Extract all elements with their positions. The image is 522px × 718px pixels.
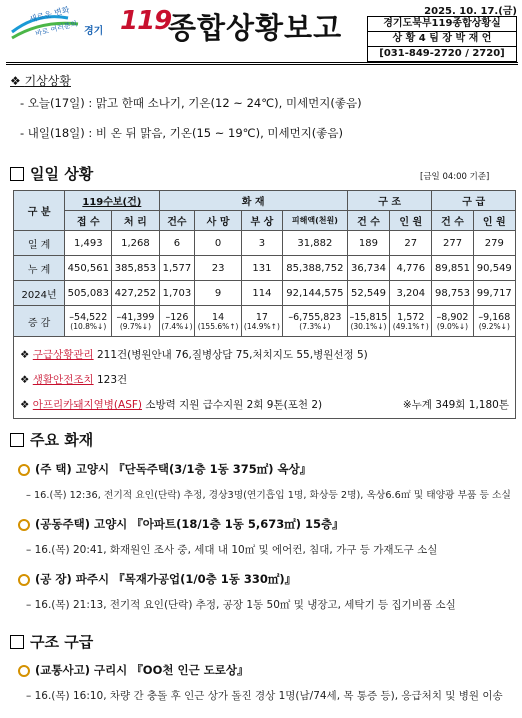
fire-section-title: 주요 화재: [10, 429, 93, 450]
delta-cell: –41,399 (9.7%↓): [112, 306, 159, 337]
daily-section-title: 일일 상황: [10, 163, 93, 184]
ring-bullet-icon: [18, 574, 30, 586]
rescue-section-title: 구조 구급: [10, 631, 93, 652]
notes-box: [13, 337, 516, 419]
subheader-cell: 인 원: [473, 211, 515, 231]
ring-bullet-icon: [18, 464, 30, 476]
table-cell: 85,388,752: [282, 256, 347, 281]
table-cell: 3,204: [390, 281, 432, 306]
incident-title: (공 장) 파주시 『목재가공업(1/0층 1동 330㎡)』: [18, 571, 296, 587]
incident-desc: – 16.(목) 21:13, 전기적 요인(단락) 추정, 공장 1동 50㎡ 및 냉장고, 세탁기 등 집기비품 소실: [26, 599, 456, 611]
delta-cell: 17 (14.9%↑): [241, 306, 282, 337]
incident-title: (주 택) 고양시 『단독주택(3/1층 1동 375㎡) 옥상』: [18, 461, 311, 477]
checkbox-icon: [10, 167, 24, 181]
row-label: 일 계: [14, 231, 65, 256]
fire-header: 화 재: [159, 191, 347, 211]
gyeonggi-logo: [8, 6, 120, 46]
table-cell: 90,549: [473, 256, 515, 281]
page-title: 종합상황보고: [168, 11, 343, 45]
logo-text-2: 경기: [84, 26, 104, 37]
ring-bullet-icon: [18, 665, 30, 677]
subheader-cell: 건수: [159, 211, 195, 231]
incident-desc: – 16.(목) 12:36, 전기적 요인(단락) 추정, 경상3명(연기흡입 1명, 화상등 2명), 옥상6.6㎡ 및 태양광 부품 등 소실: [26, 490, 511, 501]
delta-cell: –126 (7.4%↓): [159, 306, 195, 337]
table-row: [14, 231, 516, 256]
org-name: 경기도북부119종합상황실: [368, 17, 516, 32]
table-cell: 131: [241, 256, 282, 281]
119-mark: 119: [120, 6, 172, 36]
subheader-cell: 피해액(천원): [282, 211, 347, 231]
table-row: [14, 256, 516, 281]
ems-header: 구 급: [432, 191, 516, 211]
table-cell: 114: [241, 281, 282, 306]
report-date: 2025. 10. 17.(금): [424, 6, 517, 17]
subheader-cell: 접 수: [65, 211, 112, 231]
table-cell: 277: [432, 231, 473, 256]
subheader-cell: 건 수: [432, 211, 473, 231]
table-cell: 505,083: [65, 281, 112, 306]
phone-number: [031-849-2720 / 2720]: [379, 48, 505, 59]
delta-cell: 14 (155.6%↑): [195, 306, 241, 337]
delta-cell: –8,902 (9.0%↓): [432, 306, 473, 337]
row-label: 증 감: [14, 306, 65, 337]
incident-desc: – 16.(목) 16:10, 차량 간 충돌 후 인근 상가 돌진 경상 1명(남/74세, 목 통증 등), 응급처치 및 병원 이송: [26, 690, 503, 702]
table-cell: 279: [473, 231, 515, 256]
table-cell: 450,561: [65, 256, 112, 281]
subheader-cell: 인 원: [390, 211, 432, 231]
subheader-cell: 부 상: [241, 211, 282, 231]
table-cell: 9: [195, 281, 241, 306]
checkbox-icon: [10, 433, 24, 447]
subheader-cell: 건 수: [347, 211, 389, 231]
table-cell: 98,753: [432, 281, 473, 306]
checkbox-icon: [10, 635, 24, 649]
header-info-box: [367, 16, 517, 62]
note-asf: ❖ 아프리카돼지열병(ASF) 소방력 지원 급수지원 2회 9톤(포천 2): [20, 399, 323, 411]
table-cell: 92,144,575: [282, 281, 347, 306]
table-cell: 385,853: [112, 256, 159, 281]
subheader-cell: 사 망: [195, 211, 241, 231]
header-divider: [6, 62, 518, 65]
report-header: 119수보(건): [65, 191, 159, 211]
delta-cell: –54,522 (10.8%↓): [65, 306, 112, 337]
table-cell: 52,549: [347, 281, 389, 306]
row-label: 누 계: [14, 256, 65, 281]
stats-table: [13, 190, 516, 337]
incident-desc: – 16.(목) 20:41, 화재원인 조사 중, 세대 내 10㎡ 및 에어컨, 침대, 가구 등 가재도구 소실: [26, 544, 438, 556]
table-cell: 1,703: [159, 281, 195, 306]
daily-basis: [금일 04:00 기준]: [420, 172, 490, 182]
ring-bullet-icon: [18, 519, 30, 531]
incident-title: (공동주택) 고양시 『아파트(18/1층 1동 5,673㎡) 15층』: [18, 516, 344, 532]
table-cell: 1,268: [112, 231, 159, 256]
row-label: 2024년: [14, 281, 65, 306]
note-safety: ❖ 생활안전조치 123건: [20, 374, 128, 386]
rescue-header: 구 조: [347, 191, 432, 211]
incident-title: (교통사고) 구리시 『OO천 인근 도로상』: [18, 662, 249, 678]
officer-name: 상 황 4 팀 장 박 재 언: [368, 32, 516, 47]
subheader-cell: 처 리: [112, 211, 159, 231]
note-ems: ❖ 구급상황관리 211건(병원안내 76,질병상담 75,처치지도 55,병원선정 5): [20, 349, 368, 361]
diamond-icon: ❖: [10, 74, 25, 88]
table-row: [14, 281, 516, 306]
table-cell: 427,252: [112, 281, 159, 306]
table-cell: 31,882: [282, 231, 347, 256]
table-cell: 4,776: [390, 256, 432, 281]
delta-cell: –15,815 (30.1%↓): [347, 306, 389, 337]
weather-heading: ❖ 기상상황: [10, 74, 71, 88]
logo-text-1: 새로운 변화: [28, 6, 71, 24]
table-cell: 36,734: [347, 256, 389, 281]
delta-cell: –6,755,823 (7.3%↓): [282, 306, 347, 337]
delta-cell: 1,572 (49.1%↑): [390, 306, 432, 337]
note-asf-total: ※누계 349회 1,180톤: [402, 399, 509, 411]
table-cell: 89,851: [432, 256, 473, 281]
table-cell: 3: [241, 231, 282, 256]
weather-tomorrow: - 내일(18일) : 비 온 뒤 맑음, 기온(15 ~ 19℃), 미세먼지(좋음): [20, 126, 344, 140]
logo-text-3: 바로 여러분의: [34, 19, 79, 38]
delta-cell: –9,168 (9.2%↓): [473, 306, 515, 337]
table-cell: 23: [195, 256, 241, 281]
table-row-delta: [14, 306, 516, 337]
table-cell: 1,493: [65, 231, 112, 256]
table-cell: 0: [195, 231, 241, 256]
weather-today: - 오늘(17일) : 맑고 한때 소나기, 기온(12 ~ 24℃), 미세먼지(좋음): [20, 96, 362, 110]
table-cell: 189: [347, 231, 389, 256]
col-group-header: 구 분: [14, 191, 65, 231]
table-cell: 99,717: [473, 281, 515, 306]
table-cell: 27: [390, 231, 432, 256]
table-cell: 6: [159, 231, 195, 256]
table-cell: 1,577: [159, 256, 195, 281]
